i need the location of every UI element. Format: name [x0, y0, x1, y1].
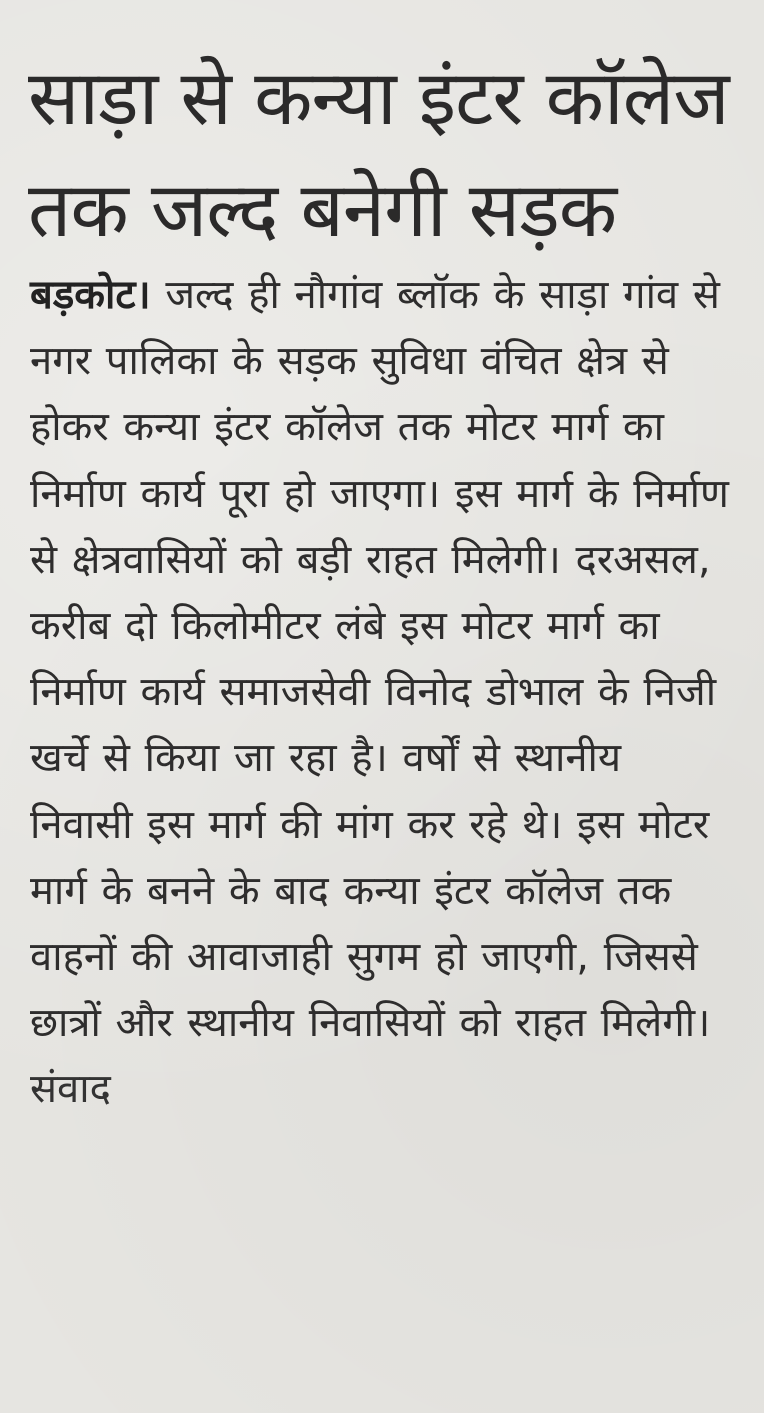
- byline-signature: संवाद: [30, 1066, 111, 1113]
- headline: [28, 42, 748, 266]
- article-text: जल्द ही नौगांव ब्लॉक के साड़ा गांव से नगर पालिका के सड़क सुविधा वंचित क्षेत्र से होकर कन्या इंटर कॉलेज तक मोटर मार्ग का निर्माण कार्य पूरा हो जाएगा। इस मार्ग के निर्माण से क्षेत्रवासियों को बड़ी राहत मिलेगी। दरअसल, करीब दो किलोमीटर लंबे इस मोटर मार्ग का निर्माण कार्य समाजसेवी विनोद डोभाल के निजी खर्चे से किया जा रहा है। वर्षों से स्थानीय निवासी इस मार्ग की मांग कर रहे थे। इस मोटर मार्ग के बनने के बाद कन्या इंटर कॉलेज तक वाहनों की आवाजाही सुगम हो जाएगी, जिससे छात्रों और स्थानीय निवासियों को राहत मिलेगी।: [30, 272, 729, 1047]
- article-body: [30, 262, 738, 1123]
- headline-line-1: साड़ा से कन्या इंटर कॉलेज: [28, 53, 729, 142]
- dateline: बड़कोट।: [30, 272, 151, 318]
- headline-line-2: तक जल्द बनेगी सड़क: [28, 165, 617, 254]
